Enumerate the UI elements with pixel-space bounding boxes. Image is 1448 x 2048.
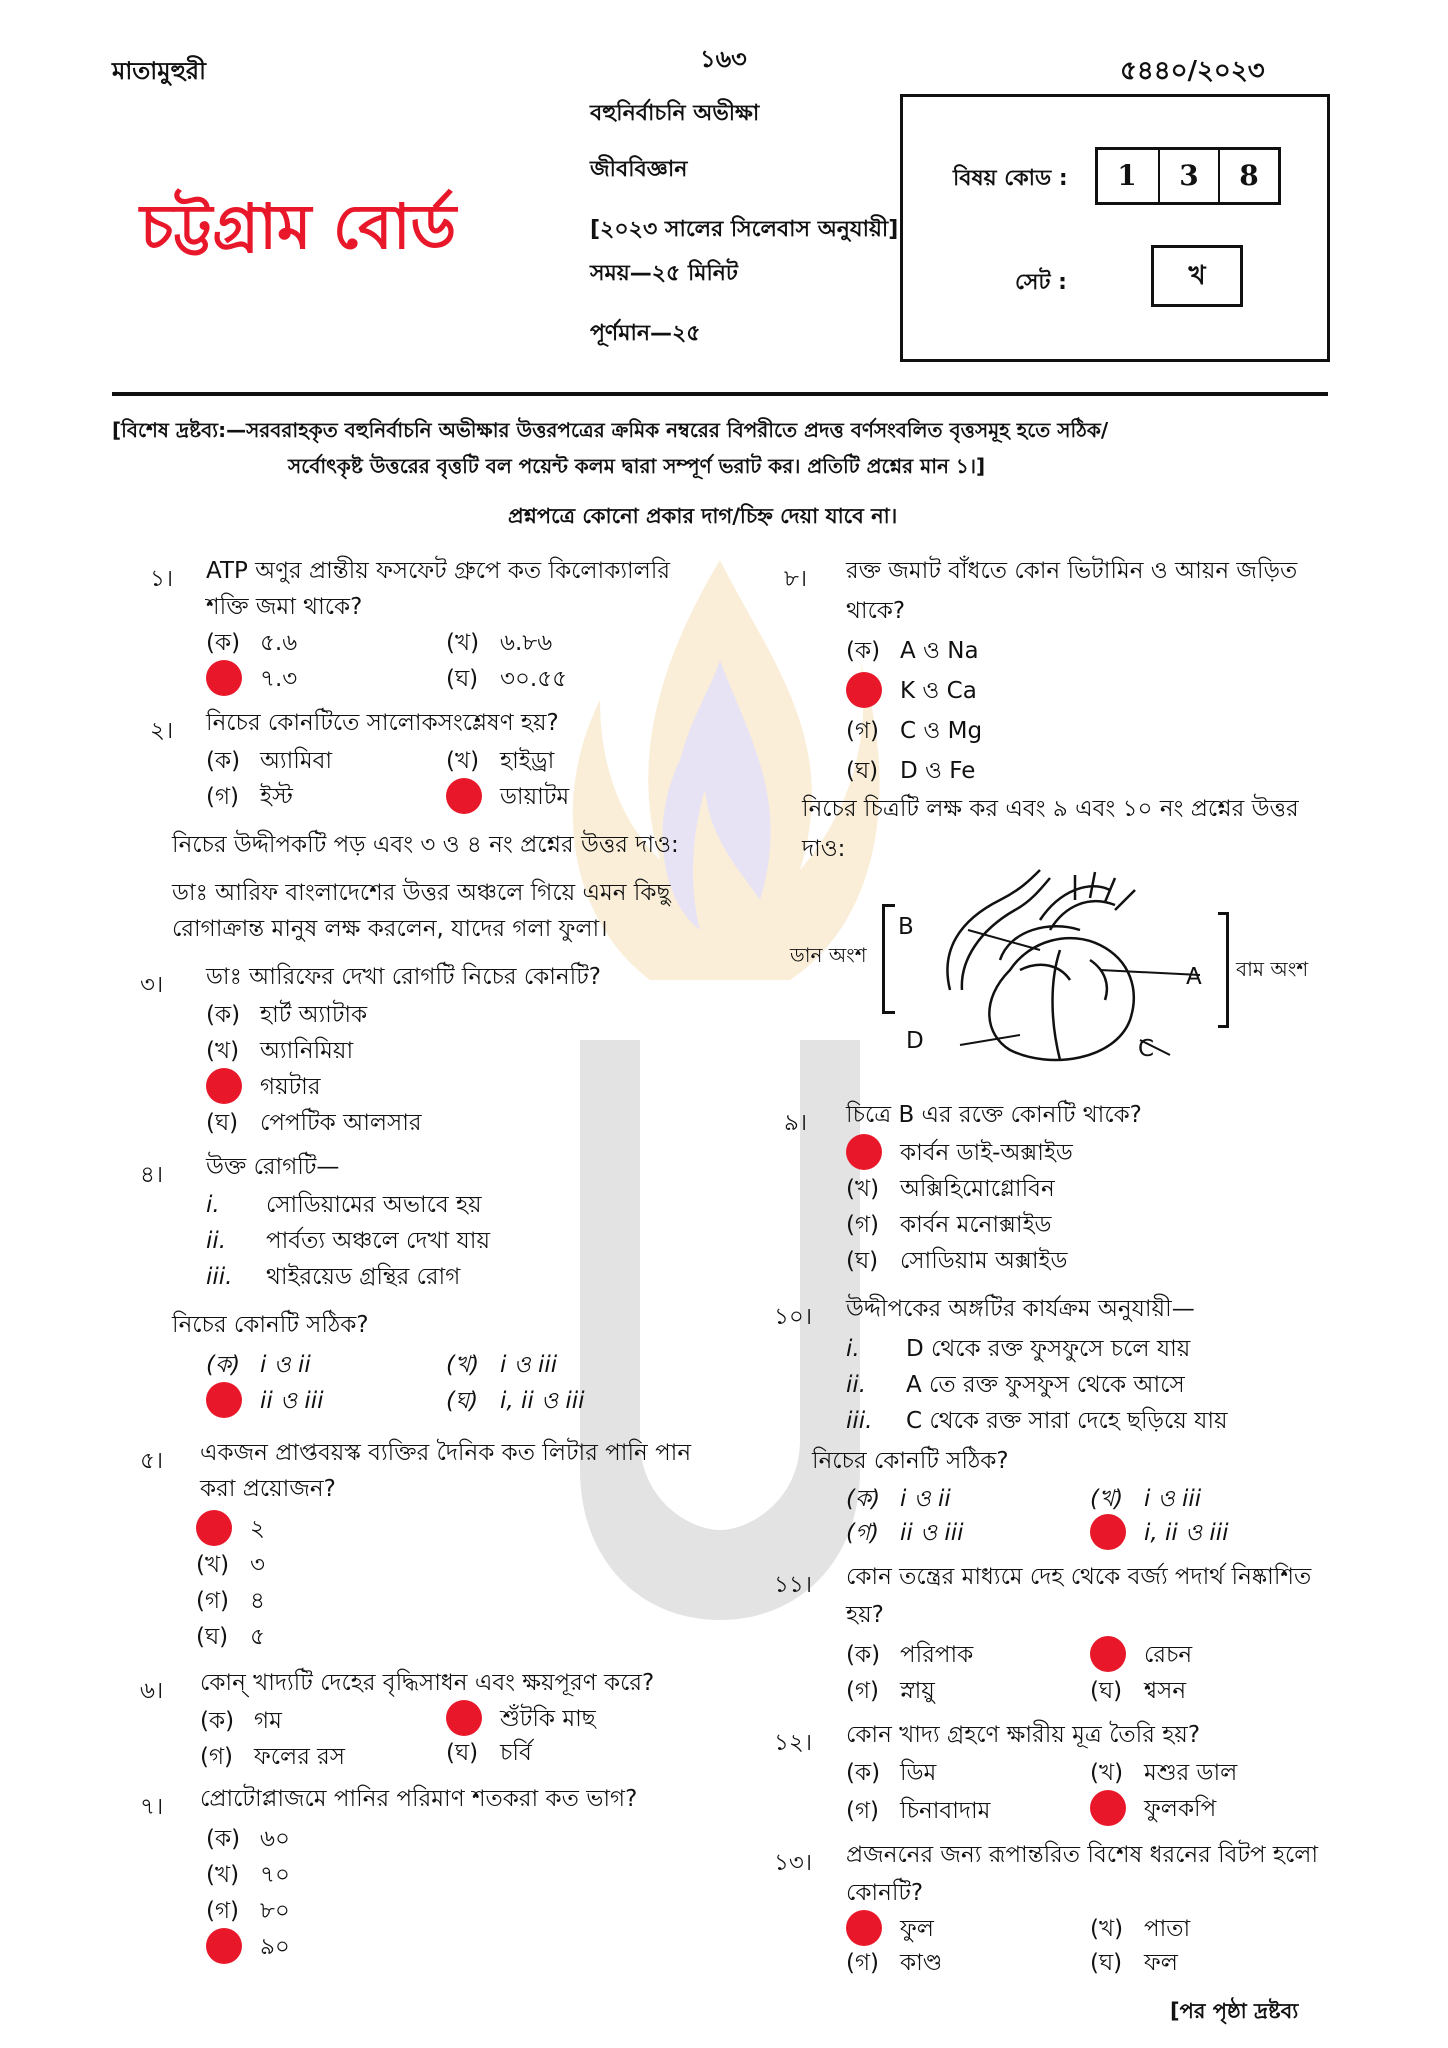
instruction-line-1: [বিশেষ দ্রষ্টব্য:—সরবরাহকৃত বহুনির্বাচনি অভীক্ষার উত্তরপত্রের ক্রমিক নম্বরের বিপরীতে প্রদত্ত বর্ণসংবলিত বৃত্তসমূহ হতে সঠিক/: [112, 418, 1109, 442]
heart-diagram: [890, 860, 1230, 1080]
code-digit: 3: [1158, 150, 1218, 202]
question-text: একজন প্রাপ্তবয়স্ক ব্যক্তির দৈনিক কত লিটার পানি পান: [200, 1440, 692, 1466]
left-side-label: বাম অংশ: [1236, 957, 1309, 981]
option-kha[interactable]: (খ) মশুর ডাল: [1090, 1760, 1238, 1786]
option-ka[interactable]: (ক) হার্ট অ্যাটাক: [206, 1002, 368, 1028]
option-kha[interactable]: (খ) ৭০: [206, 1862, 290, 1888]
question-text: কোন খাদ্য গ্রহণে ক্ষারীয় মূত্র তৈরি হয়?: [846, 1722, 1201, 1748]
option-ka[interactable]: (ক) পরিপাক: [846, 1642, 974, 1668]
label-A: A: [1186, 964, 1202, 990]
question-text: চিত্রে B এর রক্তে কোনটি থাকে?: [846, 1102, 1142, 1128]
option-kha[interactable]: (খ) ৩: [196, 1552, 265, 1578]
instruction-line-2: সর্বোৎকৃষ্ট উত্তরের বৃত্তটি বল পয়েন্ট কলম দ্বারা সম্পূর্ণ ভরাট কর। প্রতিটি প্রশ্নের মান ১।]: [288, 454, 986, 478]
option-ga[interactable]: গয়টার: [260, 1074, 321, 1100]
option-ga[interactable]: ii ও iii: [260, 1388, 324, 1414]
label-C: C: [1138, 1036, 1155, 1062]
stem-text: দাও:: [802, 836, 846, 862]
subject-code-panel: [900, 94, 1330, 362]
page-number: ১৬৩: [700, 45, 747, 73]
option-kha[interactable]: রেচন: [1144, 1642, 1193, 1668]
option-ga[interactable]: (গ) ফলের রস: [200, 1744, 345, 1770]
question-text: প্রোটোপ্লাজমে পানির পরিমাণ শতকরা কত ভাগ?: [200, 1786, 638, 1812]
option-kha[interactable]: (খ) অক্সিহিমোগ্লোবিন: [846, 1176, 1055, 1202]
question-text: হয়?: [846, 1602, 884, 1628]
question-ask: নিচের কোনটি সঠিক?: [812, 1448, 1009, 1474]
option-gha[interactable]: ফুলকপি: [1144, 1796, 1217, 1822]
full-marks: পূর্ণমান—২৫: [590, 321, 701, 346]
option-ga[interactable]: (গ) কার্বন মনোক্সাইড: [846, 1212, 1052, 1238]
option-gha[interactable]: (ঘ) ৫: [196, 1624, 265, 1650]
option-gha[interactable]: (ঘ) ফল: [1090, 1950, 1178, 1976]
option-kha[interactable]: (খ) পাতা: [1090, 1916, 1191, 1942]
stem-intro: নিচের উদ্দীপকটি পড় এবং ৩ ও ৪ নং প্রশ্নের উত্তর দাও:: [172, 832, 679, 858]
question-number: ৮।: [784, 566, 808, 592]
roman-numeral: iii.: [846, 1408, 873, 1434]
question-number: ৯।: [784, 1110, 808, 1136]
question-text: ATP অণুর প্রান্তীয় ফসফেট গ্রুপে কত কিলোক্যালরি: [206, 558, 671, 584]
label-D: D: [906, 1028, 924, 1054]
option-gha[interactable]: ডায়াটম: [500, 784, 570, 810]
exam-time: সময়—২৫ মিনিট: [590, 261, 738, 286]
statement: থাইরয়েড গ্রন্থির রোগ: [266, 1264, 461, 1290]
option-gha[interactable]: (ঘ) ৩০.৫৫: [446, 666, 568, 692]
exam-code-year: ৫৪৪০/২০২৩: [1120, 56, 1265, 86]
divider: [112, 392, 1328, 396]
roman-numeral: ii.: [846, 1372, 867, 1398]
option-ga[interactable]: (গ) C ও Mg: [846, 718, 983, 744]
option-ga[interactable]: (গ) ৮০: [206, 1898, 290, 1924]
option-ka[interactable]: (ক) ৫.৬: [206, 630, 298, 656]
question-text: কোন্ খাদ্যটি দেহের বৃদ্ধিসাধন এবং ক্ষয়পূরণ করে?: [200, 1670, 655, 1696]
option-ka[interactable]: কার্বন ডাই-অক্সাইড: [900, 1140, 1073, 1166]
option-gha[interactable]: ৯০: [260, 1934, 290, 1960]
option-ka[interactable]: (ক) ৬০: [206, 1826, 290, 1852]
question-text: শক্তি জমা থাকে?: [206, 594, 363, 620]
option-ka[interactable]: (ক) A ও Na: [846, 638, 979, 664]
option-gha[interactable]: (ঘ) চর্বি: [446, 1740, 532, 1766]
option-kha[interactable]: (খ) i ও iii: [1090, 1486, 1202, 1512]
statement: C থেকে রক্ত সারা দেহে ছড়িয়ে যায়: [906, 1408, 1228, 1434]
statement: A তে রক্ত ফুসফুস থেকে আসে: [906, 1372, 1185, 1398]
option-ga[interactable]: (গ) ii ও iii: [846, 1520, 964, 1546]
question-text: কোন তন্ত্রের মাধ্যমে দেহ থেকে বর্জ্য পদার্থ নিষ্কাশিত: [846, 1564, 1312, 1590]
option-gha[interactable]: i, ii ও iii: [1144, 1520, 1229, 1546]
question-number: ১১।: [774, 1572, 813, 1598]
no-mark-note: প্রশ্নপত্রে কোনো প্রকার দাগ/চিহ্ন দেয়া যাবে না।: [508, 504, 898, 528]
option-ga[interactable]: (গ) স্নায়ু: [846, 1678, 935, 1704]
question-number: ১৩।: [774, 1850, 813, 1876]
statement: পার্বত্য অঞ্চলে দেখা যায়: [266, 1228, 490, 1254]
question-number: ৩।: [140, 972, 164, 998]
option-gha[interactable]: (ঘ) সোডিয়াম অক্সাইড: [846, 1248, 1068, 1274]
option-gha[interactable]: (ঘ) পেপটিক আলসার: [206, 1110, 422, 1136]
option-ga[interactable]: (গ) চিনাবাদাম: [846, 1798, 991, 1824]
exam-type: বহুনির্বাচনি অভীক্ষা: [590, 101, 760, 126]
question-text: প্রজননের জন্য রূপান্তরিত বিশেষ ধরনের বিটপ হলো: [846, 1842, 1319, 1868]
option-kha[interactable]: K ও Ca: [900, 678, 977, 704]
option-ka[interactable]: (ক) গম: [200, 1708, 282, 1734]
question-number: ১২।: [774, 1730, 813, 1756]
question-text: থাকে?: [846, 598, 906, 624]
question-text: উক্ত রোগটি—: [206, 1154, 340, 1180]
option-ka[interactable]: (ক) i ও ii: [206, 1352, 311, 1378]
stem-text: নিচের চিত্রটি লক্ষ কর এবং ৯ এবং ১০ নং প্রশ্নের উত্তর: [802, 796, 1299, 822]
roman-numeral: iii.: [206, 1264, 233, 1290]
subject-code-digits: [1095, 147, 1281, 205]
question-number: ৫।: [140, 1448, 164, 1474]
question-number: ৪।: [140, 1162, 164, 1188]
option-gha[interactable]: (ঘ) শ্বসন: [1090, 1678, 1187, 1704]
statement: D থেকে রক্ত ফুসফুসে চলে যায়: [906, 1336, 1191, 1362]
question-text: উদ্দীপকের অঙ্গটির কার্যক্রম অনুযায়ী—: [846, 1296, 1195, 1322]
syllabus-note: [২০২৩ সালের সিলেবাস অনুযায়ী]: [590, 217, 899, 242]
option-ka[interactable]: (ক) অ্যামিবা: [206, 748, 333, 774]
next-page-note: [পর পৃষ্ঠা দ্রষ্টব্য: [1170, 1999, 1299, 2023]
question-number: ১।: [150, 566, 174, 592]
set-label: সেট :: [1015, 270, 1067, 295]
question-ask: নিচের কোনটি সঠিক?: [172, 1312, 369, 1338]
label-B: B: [898, 914, 914, 940]
roman-numeral: ii.: [206, 1228, 227, 1254]
option-ga[interactable]: (গ) ইস্ট: [206, 784, 293, 810]
question-text: করা প্রয়োজন?: [200, 1476, 336, 1502]
option-kha[interactable]: শুঁটকি মাছ: [500, 1706, 596, 1732]
option-ka[interactable]: (ক) i ও ii: [846, 1486, 951, 1512]
code-digit: 1: [1117, 159, 1137, 192]
roman-numeral: i.: [846, 1336, 860, 1362]
option-ga[interactable]: (গ) ৪: [196, 1588, 265, 1614]
question-number: ৭।: [140, 1794, 164, 1820]
question-text: নিচের কোনটিতে সালোকসংশ্লেষণ হয়?: [206, 710, 559, 736]
subject-code-label: বিষয় কোড :: [953, 166, 1068, 191]
option-kha[interactable]: (খ) অ্যানিমিয়া: [206, 1038, 354, 1064]
right-side-label: ডান অংশ: [790, 943, 867, 967]
board-title: চট্টগ্রাম বোর্ড: [140, 190, 457, 263]
question-text: ডাঃ আরিফের দেখা রোগটি নিচের কোনটি?: [206, 964, 601, 990]
question-number: ১০।: [774, 1304, 813, 1330]
code-digit: 8: [1218, 150, 1278, 202]
option-ka[interactable]: ২: [250, 1516, 265, 1542]
option-gha[interactable]: (ঘ) D ও Fe: [846, 758, 976, 784]
set-value: খ: [1151, 245, 1243, 307]
stem-text: ডাঃ আরিফ বাংলাদেশের উত্তর অঞ্চলে গিয়ে এমন কিছু: [172, 880, 671, 906]
option-ka[interactable]: ফুল: [900, 1916, 934, 1942]
question-number: ৬।: [140, 1678, 164, 1704]
roman-numeral: i.: [206, 1192, 220, 1218]
option-kha[interactable]: (খ) i ও iii: [446, 1352, 558, 1378]
statement: সোডিয়ামের অভাবে হয়: [266, 1192, 482, 1218]
question-text: কোনটি?: [846, 1880, 924, 1906]
stem-text: রোগাক্রান্ত মানুষ লক্ষ করলেন, যাদের গলা ফুলা।: [172, 916, 608, 942]
option-ga[interactable]: (গ) কাণ্ড: [846, 1950, 943, 1976]
question-text: রক্ত জমাট বাঁধতে কোন ভিটামিন ও আয়ন জড়িত: [846, 558, 1298, 584]
option-gha[interactable]: (ঘ) i, ii ও iii: [446, 1388, 585, 1414]
subject-name: জীববিজ্ঞান: [590, 157, 688, 182]
question-number: ২।: [150, 718, 174, 744]
option-ga[interactable]: ৭.৩: [260, 666, 298, 692]
option-kha[interactable]: (খ) হাইড্রা: [446, 748, 555, 774]
option-ka[interactable]: (ক) ডিম: [846, 1760, 937, 1786]
school-name: মাতামুহুরী: [112, 57, 206, 85]
option-kha[interactable]: (খ) ৬.৮৬: [446, 630, 553, 656]
